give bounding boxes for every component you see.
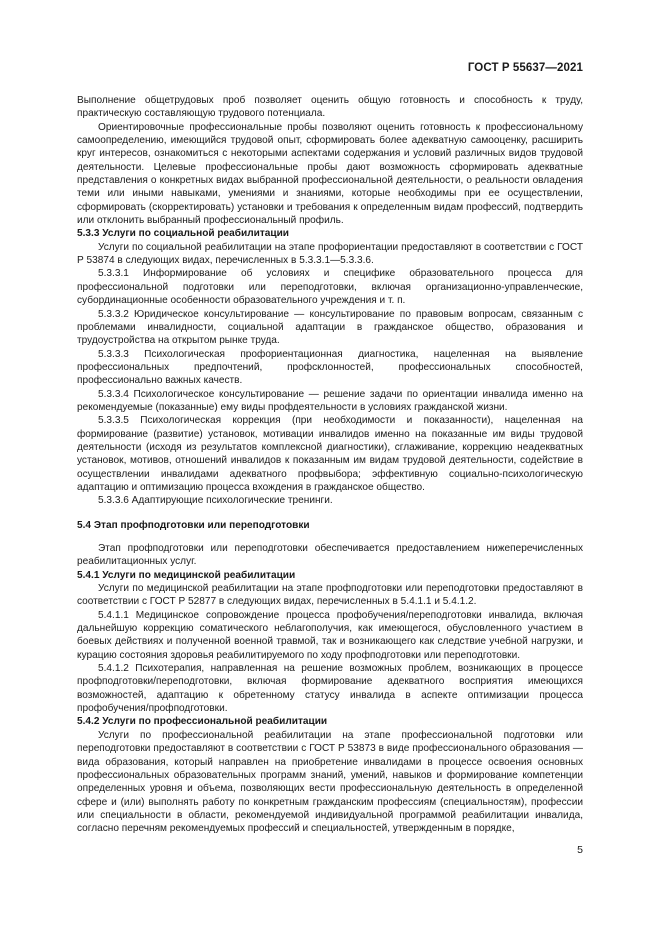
section-heading: 5.4.2 Услуги по профессиональной реабилитации [77, 716, 328, 728]
paragraph: 5.4.1.2 Психотерапия, направленная на решение возможных проблем, возникающих в процессе профподготовки/переподготовки, включая формирование адекватного восприятия имеющихся возможностей, адаптацию к обретенному статусу инвалида в аспекте оптимизации процесса профобучения/профподготовки. [77, 663, 583, 715]
paragraph: 5.4.1.1 Медицинское сопровождение процесса профобучения/переподготовки инвалида, включая дальнейшую коррекцию соматического неблагополучия, как имеющегося, обусловленного участием в боевых действиях и полученной военной травмой, так и возникающего как следствие учебной нагрузки, и курацию состояния здоровья реабилитируемого по ходу профподготовки или переподготовки. [77, 609, 583, 661]
paragraph: 5.3.3.4 Психологическое консультирование — решение задачи по ориентации инвалида именно на рекомендуемые (показанные) ему виды профдеятельности в условиях гражданской жизни. [77, 388, 583, 413]
document-body [77, 94, 583, 836]
paragraph: 5.3.3.3 Психологическая профориентационная диагностика, нацеленная на выявление профессиональных предпочтений, профсклонностей, профессиональных способностей, профессионально важных качеств. [77, 348, 583, 387]
document-id-header: ГОСТ Р 55637—2021 [467, 62, 583, 74]
paragraph: Выполнение общетрудовых проб позволяет оценить общую готовность и способность к труду, практическую составляющую трудового потенциала. [77, 95, 583, 120]
paragraph: 5.3.3.2 Юридическое консультирование — консультирование по правовым вопросам, связанным с проблемами инвалидности, социальной адаптации в гражданское общество, образования и трудоустройства на открытом рынке труда. [77, 308, 583, 347]
section-heading: 5.4 Этап профподготовки или переподготовки [77, 519, 310, 531]
paragraph: 5.3.3.1 Информирование об условиях и специфике образовательного процесса для профессиональной подготовки или переподготовки, включая организационно-управленческие, субординационные особенности образовательного учреждения и т. п. [77, 268, 583, 307]
section-heading: 5.3.3 Услуги по социальной реабилитации [77, 228, 289, 240]
paragraph: 5.3.3.6 Адаптирующие психологические тренинги. [98, 495, 333, 507]
paragraph: Ориентировочные профессиональные пробы позволяют оценить готовность к профессиональному самоопределению, имеющийся трудовой опыт, сформировать более адекватную самооценку, расширить круг интересов, ознакомиться с некоторыми аспектами содержания и условий различных видов трудовой деятельности. Целевые профессиональные пробы дают возможность сформировать адекватные представления о конкретных видах выбранной профессиональной деятельности, о реальности овладения теми или иными навыками, умениями и знаниями, которые необходимы при ее осуществлении, сформировать (скорректировать) установки и требования к определенным видам профессий, подтвердить или отклонить выбранный профессиональный профиль. [77, 121, 583, 227]
paragraph: Этап профподготовки или переподготовки обеспечивается предоставлением нижеперечисленных реабилитационных услуг. [77, 543, 583, 568]
paragraph: Услуги по социальной реабилитации на этапе профориентации предоставляют в соответствии с ГОСТ Р 53874 в следующих видах, перечисленных в 5.3.3.1—5.3.3.6. [77, 241, 583, 267]
paragraph: Услуги по профессиональной реабилитации на этапе профессиональной подготовки или переподготовки предоставляют в соответствии с ГОСТ Р 53873 в виде профессионального образования — вида образования, который направлен на приобретение инвалидами в процессе освоения основных профессиональных образовательных программ знаний, умений, навыков и формирование компетенции определенных уровня и объема, позволяющих вести профессиональную деятельность в определенной сфере и (или) выполнять работу по конкретным гражданским профессиям (специальностям), профессии или специальности в области, рекомендуемой индивидуальной программой реабилитации инвалида, согласно перечням рекомендуемых профессий и специальностей, утвержденным в порядке, [77, 729, 583, 835]
paragraph: 5.3.3.5 Психологическая коррекция (при необходимости и показанности), нацеленная на формирование (развитие) установок, мотивации инвалидов именно на показанные им виды трудовой деятельности (исходя из результатов комплексной диагностики), сглаживание, коррекцию неадекватных установок, мотивов, отношений инвалидов к показанным им видам трудовой деятельности, содействие в осуществлении инвалидами адекватного профвыбора; эффективную социально-психологическую адаптацию и оптимизацию процесса вхождения в гражданское общество. [77, 415, 583, 493]
paragraph: Услуги по медицинской реабилитации на этапе профподготовки или переподготовки предоставляют в соответствии с ГОСТ Р 52877 в следующих видах, перечисленных в 5.4.1.1 и 5.4.1.2. [77, 583, 583, 608]
section-heading: 5.4.1 Услуги по медицинской реабилитации [77, 569, 296, 581]
page-number: 5 [577, 844, 583, 856]
